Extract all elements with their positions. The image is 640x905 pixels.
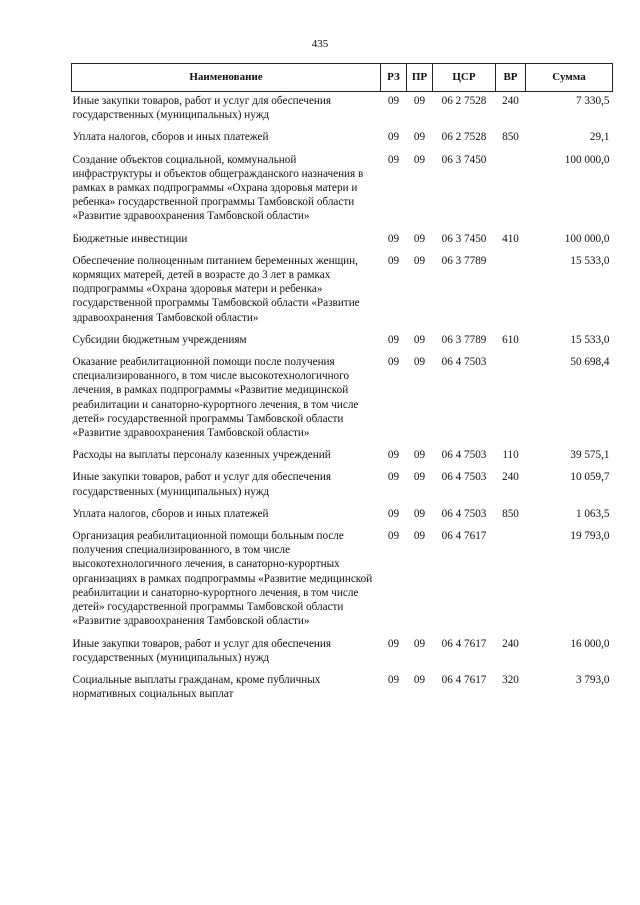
- row-pr: 09: [413, 471, 426, 484]
- table-row: [72, 254, 613, 333]
- row-sum: 50 698,4: [570, 356, 610, 369]
- row-sum: 29,1: [589, 131, 610, 144]
- header-rz: РЗ: [381, 64, 407, 92]
- row-pr: 09: [413, 95, 426, 107]
- row-csr: 06 4 7617: [441, 637, 487, 650]
- row-sum: 19 793,0: [570, 530, 610, 543]
- row-sum: 7 330,5: [575, 95, 610, 107]
- row-vr: 850: [502, 507, 519, 520]
- header-csr: ЦСР: [433, 64, 496, 92]
- row-rz: 09: [387, 471, 400, 484]
- row-csr: 06 3 7450: [441, 232, 487, 245]
- table-row: [72, 448, 613, 470]
- row-pr: 09: [413, 153, 426, 166]
- table-row: [72, 333, 613, 355]
- row-sum: 3 793,0: [575, 673, 610, 686]
- row-name: Иные закупки товаров, работ и услуг для обеспечения государственных (муниципальных) нужд: [72, 471, 332, 498]
- row-csr: 06 3 7450: [441, 153, 487, 166]
- row-csr: 06 3 7789: [441, 333, 487, 346]
- row-name: Иные закупки товаров, работ и услуг для обеспечения государственных (муниципальных) нужд: [72, 95, 332, 122]
- budget-table: [71, 63, 613, 709]
- row-sum: 1 063,5: [575, 507, 610, 520]
- row-sum: 10 059,7: [570, 471, 610, 484]
- row-pr: 09: [413, 507, 426, 520]
- row-csr: 06 4 7617: [441, 673, 487, 686]
- table-row: [72, 673, 613, 709]
- row-pr: 09: [413, 254, 426, 267]
- row-rz: 09: [387, 637, 400, 650]
- row-csr: 06 4 7503: [441, 507, 487, 520]
- row-vr: [496, 355, 526, 448]
- row-pr: 09: [413, 673, 426, 686]
- header-pr: ПР: [407, 64, 433, 92]
- row-vr: 610: [502, 333, 519, 346]
- row-sum: 15 533,0: [570, 333, 610, 346]
- table-row: [72, 130, 613, 152]
- row-rz: 09: [387, 254, 400, 267]
- row-sum: 15 533,0: [570, 254, 610, 267]
- row-rz: 09: [387, 673, 400, 686]
- row-vr: 240: [502, 637, 519, 650]
- row-vr: 850: [502, 131, 519, 144]
- row-name: Создание объектов социальной, коммунальной инфраструктуры и объектов общегражданского назначения в рамках в рамках подпрограммы «Охрана здоровья матери и ребенка» государственной программы Тамбовской области «Развитие здравоохранения Тамбовской области»: [72, 153, 364, 223]
- table-row: [72, 637, 613, 673]
- row-rz: 09: [387, 530, 400, 543]
- table-row: [72, 470, 613, 506]
- row-csr: 06 4 7503: [441, 471, 487, 484]
- page-number: 435: [311, 38, 329, 50]
- row-vr: [496, 254, 526, 333]
- row-vr: 110: [502, 449, 519, 462]
- row-name: Обеспечение полноценным питанием беременных женщин, кормящих матерей, детей в возрасте до 3 лет в рамках подпрограммы «Охрана здоровья матери и ребенка» государственной программы Тамбовской области «Развитие здравоохранения Тамбовской области»: [72, 254, 360, 324]
- table-row: [72, 355, 613, 448]
- row-rz: 09: [387, 449, 400, 462]
- row-csr: 06 4 7503: [441, 449, 487, 462]
- table-row: [72, 529, 613, 636]
- table-row: [72, 153, 613, 232]
- row-vr: 240: [502, 95, 519, 107]
- row-rz: 09: [387, 232, 400, 245]
- header-vr: ВР: [496, 64, 526, 92]
- row-name: Организация реабилитационной помощи больным после получения специализированного, в том числе высокотехнологичного лечения, в санаторно-курортных организациях в рамках подпрограммы «Развитие медицинской реабилитации и санаторно-курортного лечения, в том числе детей» государственной программы Тамбовской области «Развитие здравоохранения Тамбовской области»: [72, 530, 373, 628]
- row-csr: 06 3 7789: [441, 254, 487, 267]
- row-vr: [496, 153, 526, 232]
- row-rz: 09: [387, 131, 400, 144]
- row-csr: 06 2 7528: [441, 131, 487, 144]
- row-rz: 09: [387, 95, 400, 107]
- row-name: Субсидии бюджетным учреждениям: [72, 333, 247, 346]
- row-vr: [496, 529, 526, 636]
- row-pr: 09: [413, 356, 426, 369]
- row-sum: 100 000,0: [564, 153, 610, 166]
- row-pr: 09: [413, 131, 426, 144]
- row-pr: 09: [413, 232, 426, 245]
- header-sum: Сумма: [526, 64, 613, 92]
- table-row: [72, 232, 613, 254]
- row-csr: 06 2 7528: [441, 95, 487, 107]
- row-pr: 09: [413, 637, 426, 650]
- row-rz: 09: [387, 356, 400, 369]
- table-header-row: [72, 64, 613, 92]
- row-sum: 16 000,0: [570, 637, 610, 650]
- header-name: Наименование: [72, 64, 381, 92]
- row-name: Расходы на выплаты персоналу казенных учреждений: [72, 449, 331, 462]
- row-name: Иные закупки товаров, работ и услуг для обеспечения государственных (муниципальных) нужд: [72, 637, 332, 664]
- row-sum: 100 000,0: [564, 232, 610, 245]
- row-pr: 09: [413, 530, 426, 543]
- row-name: Уплата налогов, сборов и иных платежей: [72, 507, 269, 520]
- table-row: [72, 507, 613, 529]
- row-rz: 09: [387, 507, 400, 520]
- row-name: Оказание реабилитационной помощи после получения специализированного, в том числе высокотехнологичного лечения, в рамках подпрограммы «Развитие медицинской реабилитации и санаторно-курортного лечения, в том числе детей» государственной программы Тамбовской области «Развитие здравоохранения Тамбовской области»: [72, 356, 359, 440]
- row-rz: 09: [387, 333, 400, 346]
- row-vr: 240: [502, 471, 519, 484]
- row-vr: 320: [502, 673, 519, 686]
- table-row: [72, 92, 613, 131]
- row-name: Уплата налогов, сборов и иных платежей: [72, 131, 269, 144]
- row-pr: 09: [413, 333, 426, 346]
- row-rz: 09: [387, 153, 400, 166]
- row-csr: 06 4 7503: [441, 356, 487, 369]
- row-name: Бюджетные инвестиции: [72, 232, 188, 245]
- row-sum: 39 575,1: [570, 449, 610, 462]
- row-name: Социальные выплаты гражданам, кроме публичных нормативных социальных выплат: [72, 673, 321, 701]
- row-pr: 09: [413, 449, 426, 462]
- row-vr: 410: [502, 232, 519, 245]
- row-csr: 06 4 7617: [441, 530, 487, 543]
